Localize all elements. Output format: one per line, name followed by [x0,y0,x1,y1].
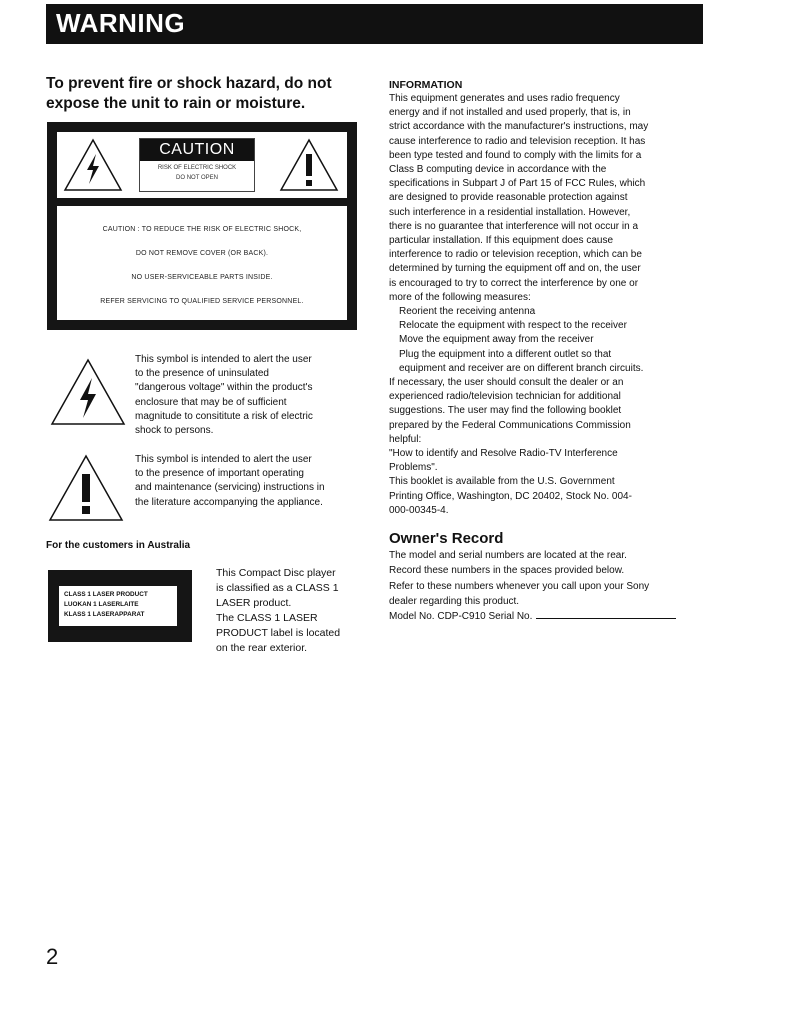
text-line: particular installation. If this equipment does cause [389,235,614,247]
information-text [389,92,707,518]
text-line: there is no guarantee that interference will not occur in a [389,220,639,232]
text-line: the literature accompanying the appliance. [135,496,323,508]
serial-number-blank [536,617,676,619]
text-line: This symbol is intended to alert the user [135,454,312,465]
text-line: experienced radio/television technician for additional [389,391,621,403]
text-line: Printing Office, Washington, DC 20402, Stock No. 004- [389,490,632,502]
text-line: This equipment generates and uses radio frequency [389,93,620,104]
text-line: "How to identify and Resolve Radio-TV Interference [389,448,618,460]
operating-symbol-description [135,453,367,510]
laser-label-line: CLASS 1 LASER PRODUCT [64,591,148,598]
text-line: strict accordance with the manufacturer's instructions, may [389,121,649,133]
text-line: If necessary, the user should consult the dealer or an [389,377,624,389]
text-line: Problems". [389,462,438,474]
text-line: to the presence of important operating [135,468,304,480]
text-line: shock to persons. [135,425,214,437]
text-line: Record these numbers in the spaces provided below. [389,565,625,577]
measure-item: Relocate the equipment with respect to the receiver [399,320,627,332]
measure-item: Move the equipment away from the receiver [399,334,594,346]
lightning-triangle-icon [50,358,126,426]
text-line: energy and if not installed and used properly, that is, in [389,107,631,119]
measure-item: Plug the equipment into a different outlet so that [399,348,612,360]
exclamation-triangle-icon [48,454,124,522]
text-line: been type tested and found to comply with the limits for a [389,149,642,161]
caution-line: DO NOT REMOVE COVER (OR BACK). [135,250,269,257]
laser-class-description [216,566,366,656]
page-title: WARNING [56,8,186,38]
text-line: determined by turning the equipment off and on, the user [389,263,641,275]
caution-line: CAUTION : TO REDUCE THE RISK OF ELECTRIC SHOCK, [102,226,302,233]
laser-product-label [48,570,192,642]
text-line: "dangerous voltage" within the product's [135,382,313,394]
caution-sticker-text [140,163,254,183]
text-line: such interference in a residential installation. However, [389,206,631,218]
caution-top-panel [57,132,347,198]
text-line: cause interference to radio and television reception. It has [389,135,646,147]
measure-item: equipment and receiver are on different branch circuits. [399,362,644,374]
owners-record-text [389,548,707,624]
laser-label-line: LUOKAN 1 LASERLAITE [64,601,139,608]
australia-heading: For the customers in Australia [46,540,191,551]
text-line: is encouraged to try to correct the interference by one or [389,277,639,289]
text-line: enclosure that may be of sufficient [135,396,287,408]
text-line: are designed to provide reasonable protection against [389,192,628,204]
text-line: dealer regarding this product. [389,595,520,607]
voltage-symbol-description [135,353,367,438]
text-line: This booklet is available from the U.S. Government [389,476,615,488]
text-line: LASER product. [216,597,292,609]
lightning-triangle-icon [63,138,123,192]
caution-label-panel [47,122,357,330]
owners-record-heading: Owner's Record [389,530,504,548]
caution-line: REFER SERVICING TO QUALIFIED SERVICE PERSONNEL. [100,298,304,305]
hazard-line-2: expose the unit to rain or moisture. [46,95,306,112]
text-line: Class B computing device in accordance with the [389,164,607,176]
caution-sticker [139,138,255,192]
left-column [46,74,366,654]
text-line: This Compact Disc player [216,567,336,579]
text-line: helpful: [389,433,422,445]
text-line: This symbol is intended to alert the user [135,354,312,365]
warning-header-bar [46,4,703,44]
caution-sticker-line-2: DO NOT OPEN [176,175,218,181]
measure-item: Reorient the receiving antenna [399,306,536,318]
caution-instructions-panel [57,206,347,320]
text-line: suggestions. The user may find the following booklet [389,405,622,417]
text-line: magnitude to consititute a risk of electric [135,410,313,422]
exclamation-triangle-icon [279,138,339,192]
text-line: PRODUCT label is located [216,627,341,639]
text-line: on the rear exterior. [216,642,308,654]
text-line: 000-00345-4. [389,504,449,516]
text-line: more of the following measures: [389,291,531,303]
text-line: Refer to these numbers whenever you call upon your Sony [389,580,650,592]
text-line: and maintenance (servicing) instructions in [135,482,325,494]
caution-sticker-line-1: RISK OF ELECTRIC SHOCK [157,165,237,171]
caution-sticker-title: CAUTION [140,139,254,161]
text-line: specifications in Subpart J of Part 15 of FCC Rules, which [389,178,646,190]
page-number: 2 [46,944,59,969]
right-column [389,79,707,624]
model-serial-line [389,609,707,624]
hazard-line-1: To prevent fire or shock hazard, do not [46,75,332,92]
text-line: The model and serial numbers are located at the rear. [389,550,627,562]
text-line: to the presence of uninsulated [135,368,269,380]
text-line: prepared by the Federal Communications Commission [389,419,631,431]
information-heading: INFORMATION [389,79,463,91]
text-line: is classified as a CLASS 1 [216,582,339,594]
text-line: The CLASS 1 LASER [216,612,318,624]
caution-instructions [57,218,347,314]
laser-label-line: KLASS 1 LASERAPPARAT [64,611,145,618]
laser-label-text [59,586,177,626]
caution-line: NO USER-SERVICEABLE PARTS INSIDE. [131,274,273,281]
model-serial-label: Model No. CDP-C910 Serial No. [389,610,533,622]
text-line: interference to radio or television reception, which can be [389,249,642,261]
hazard-heading [46,74,366,114]
